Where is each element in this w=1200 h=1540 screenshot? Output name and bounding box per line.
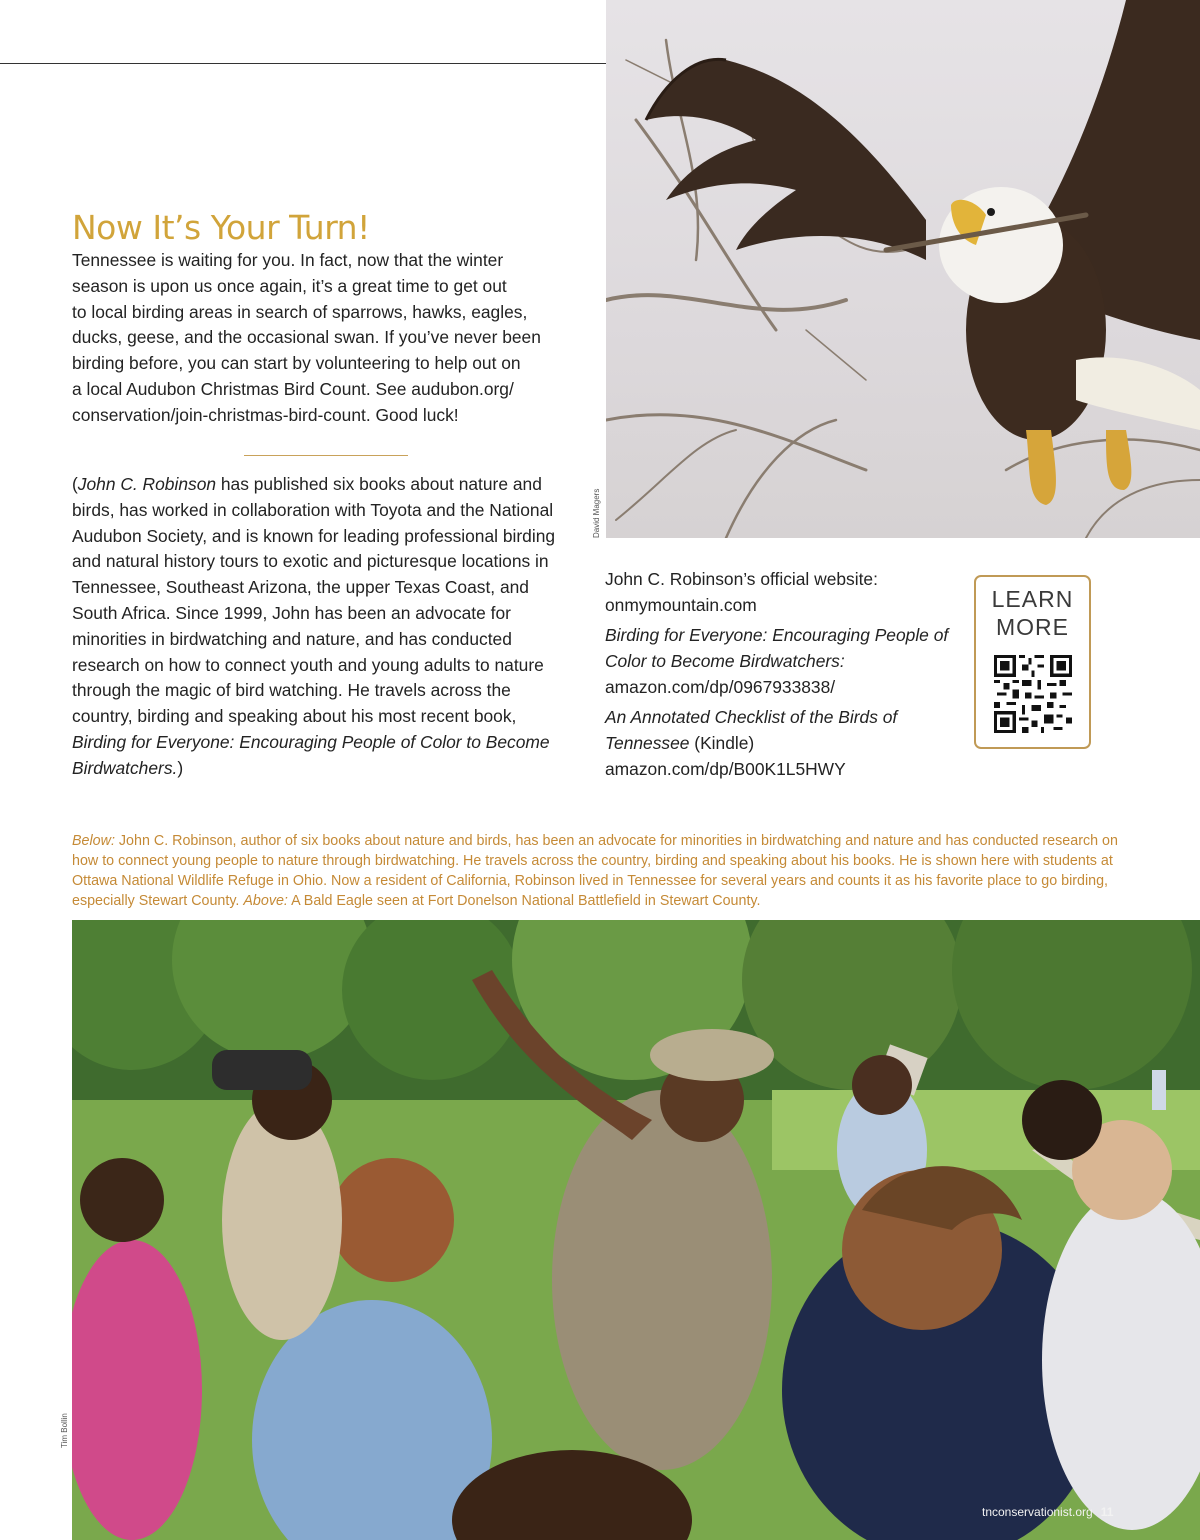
footer-site[interactable]: tnconservationist.org	[982, 1505, 1093, 1519]
top-rule	[0, 63, 606, 64]
book1-title: Birding for Everyone: Encouraging People of Color to Become Birdwatchers:	[605, 625, 949, 671]
resource-links	[605, 566, 955, 786]
book2-link[interactable]: amazon.com/dp/B00K1L5HWY	[605, 759, 846, 779]
birding-group-photo	[72, 920, 1200, 1540]
caption-below-text: John C. Robinson, author of six books about nature and birds, has been an advocate for minorities in birdwatching and nature and has conducted research on how to connect young people to nature through birdwatching. He travels across the country, birding and speaking about his books. He is shown here with students at Ottawa National Wildlife Refuge in Ohio. Now a resident of California, Robinson lived in Tennessee for several years and counts it as his favorite place to go birding, especially Stewart County.	[72, 833, 1118, 909]
learn-more-box[interactable]	[974, 575, 1091, 749]
book2-format: (Kindle)	[689, 733, 755, 753]
intro-line: a local Audubon Christmas Bird Count. See audubon.org/	[72, 378, 514, 399]
bio-close-paren: )	[177, 757, 184, 778]
group-photo-credit: Tim Bollin	[60, 1413, 69, 1448]
bio-book-title: Birding for Everyone: Encouraging People of Color to Become Birdwatchers.	[72, 731, 550, 778]
photo-caption	[72, 831, 1132, 911]
bio-open-paren: (	[72, 474, 78, 494]
intro-line: to local birding areas in search of sparrows, hawks, eagles,	[72, 301, 528, 322]
book2-title: An Annotated Checklist of the Birds of Tennessee	[605, 707, 898, 753]
author-bio	[72, 472, 572, 782]
website-link[interactable]: onmymountain.com	[605, 595, 757, 615]
learn-more-line1: LEARN	[991, 586, 1074, 612]
bio-author-name: John C. Robinson	[77, 474, 217, 494]
book1-link[interactable]: amazon.com/dp/0967933838/	[605, 677, 836, 697]
website-label: John C. Robinson’s official website:	[605, 569, 878, 589]
intro-line: birding before, you can start by volunteering to help out on	[72, 353, 521, 374]
website-block	[605, 566, 955, 618]
caption-above-label: Above:	[243, 893, 288, 909]
section-divider	[244, 455, 408, 456]
intro-paragraph	[72, 248, 572, 429]
eagle-photo-credit: David Magers	[592, 488, 601, 538]
book2-block	[605, 704, 955, 782]
intro-line: season is upon us once again, it’s a great time to get out	[72, 275, 507, 296]
intro-line: Tennessee is waiting for you. In fact, now that the winter	[72, 250, 504, 270]
section-heading: Now It’s Your Turn!	[72, 208, 370, 247]
qr-code-icon[interactable]	[994, 655, 1072, 733]
book1-block	[605, 622, 955, 700]
intro-line: ducks, geese, and the occasional swan. If you’ve never been	[72, 327, 541, 348]
page-number: 11	[1100, 1505, 1114, 1519]
learn-more-line2: MORE	[996, 614, 1069, 640]
bald-eagle-photo	[606, 0, 1200, 538]
intro-line: conservation/join-christmas-bird-count. Good luck!	[72, 404, 459, 425]
caption-above-text: A Bald Eagle seen at Fort Donelson National Battlefield in Stewart County.	[287, 893, 761, 909]
page-footer	[982, 1505, 1113, 1519]
caption-below-label: Below:	[72, 833, 115, 849]
bio-text: has published six books about nature and birds, has worked in collaboration with Toyota and the National Audubon Society, and is known for leading professional birding and natural history tours to exotic and picturesque locations in Tennessee, Southeast Arizona, the upper Texas Coast, and South Africa. Since 1999, John has been an advocate for minorities in birdwatching and nature, and has conducted research on how to connect youth and young adults to nature through the magic of bird watching. He travels across the country, birding and speaking about his most recent book,	[72, 474, 556, 727]
